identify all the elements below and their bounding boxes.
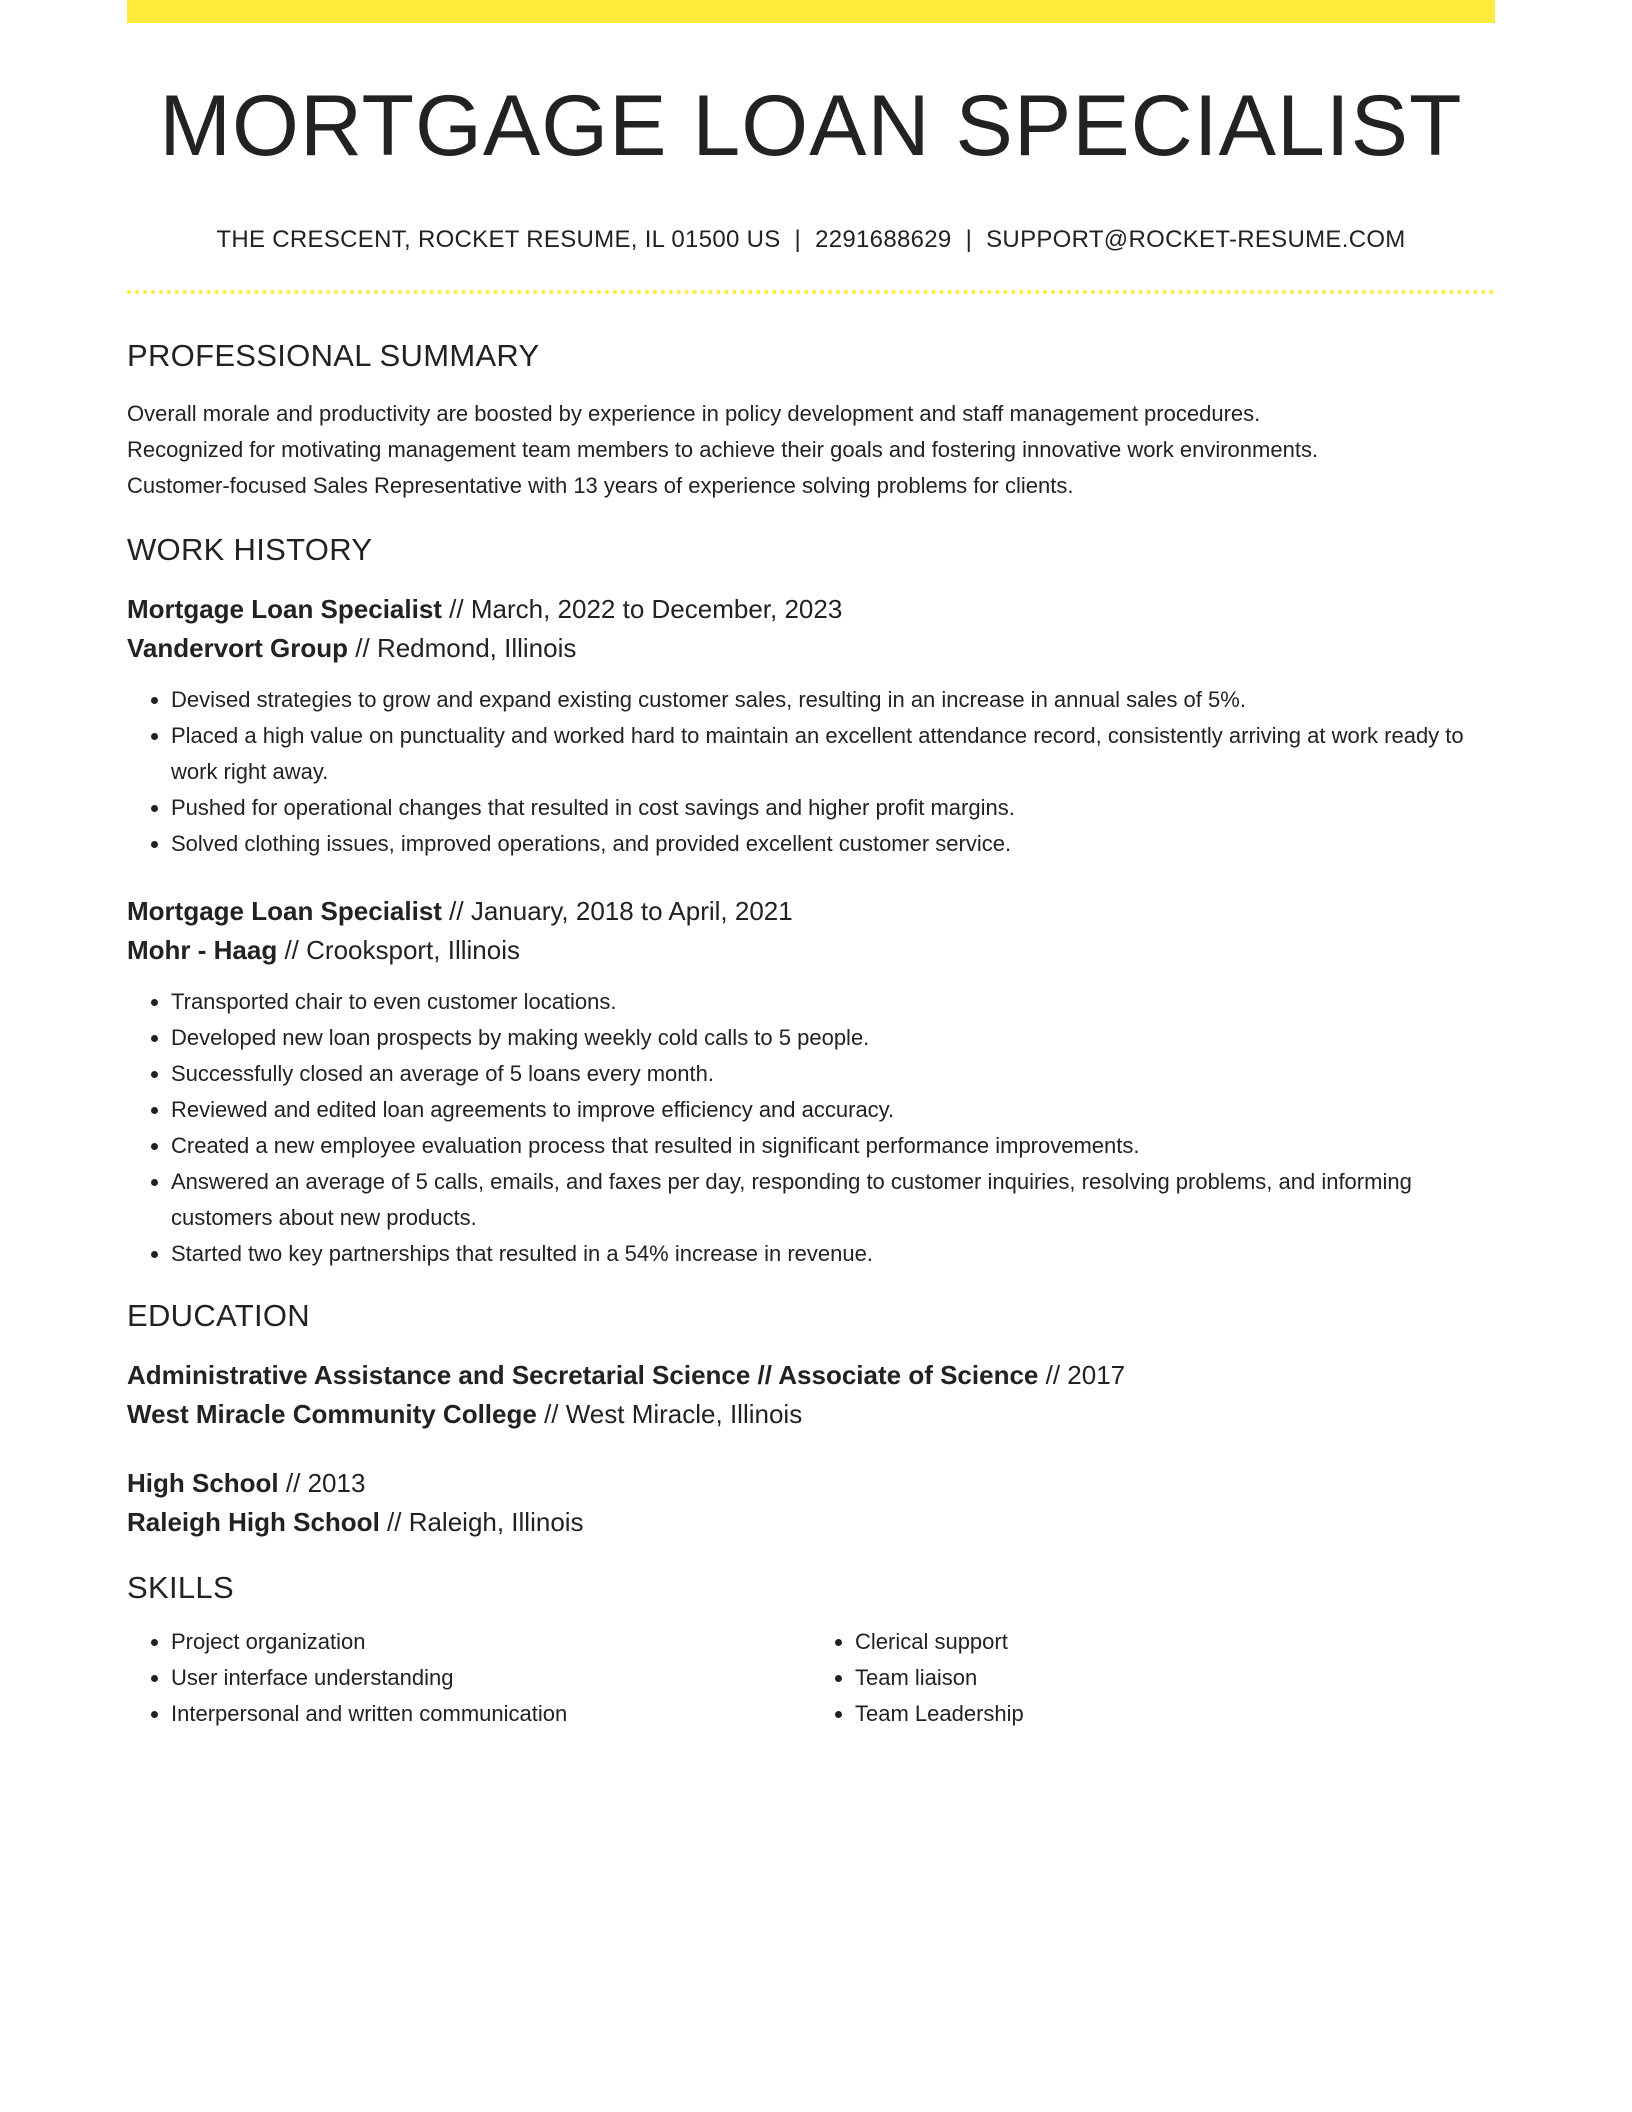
job-dates: // March, 2022 to December, 2023 (441, 593, 843, 624)
skills-list (811, 1624, 1495, 1732)
education-location: // West Miracle, Illinois (536, 1398, 803, 1429)
skill-item: • Project organization (171, 1624, 811, 1660)
job-title-line (127, 590, 1495, 629)
contact-line (127, 226, 1495, 254)
contact-separator: | (965, 225, 973, 253)
job-location: // Crooksport, Illinois (277, 934, 520, 965)
education-school-line (127, 1395, 1495, 1434)
job-title-line (127, 892, 1495, 931)
job-bullet: • Placed a high value on punctuality and worked hard to maintain an excellent attendance record, consistently arriving at work ready to work right away. (171, 718, 1495, 790)
job-company-line (127, 931, 1495, 970)
job-company: Vandervort Group (127, 632, 349, 663)
dotted-divider (127, 290, 1495, 294)
summary-line: Overall morale and productivity are boosted by experience in policy development and staff management procedures. (127, 400, 1261, 426)
job-bullet: • Pushed for operational changes that resulted in cost savings and higher profit margins. (171, 790, 1495, 826)
education-school: Raleigh High School (127, 1506, 380, 1537)
job-entry (127, 590, 1495, 862)
resume-page (127, 0, 1495, 1732)
job-role: Mortgage Loan Specialist (127, 895, 442, 926)
education-degree: Administrative Assistance and Secretarial Science // Associate of Science (127, 1359, 1039, 1390)
education-location: // Raleigh, Illinois (379, 1506, 584, 1537)
contact-separator: | (794, 225, 802, 253)
skills-column-left (127, 1624, 811, 1732)
job-location: // Redmond, Illinois (348, 632, 577, 663)
job-bullet: • Developed new loan prospects by making weekly cold calls to 5 people. (171, 1020, 1495, 1056)
skills-column-right (811, 1624, 1495, 1732)
skill-item: • User interface understanding (171, 1660, 811, 1696)
job-bullet: • Solved clothing issues, improved operations, and provided excellent customer service. (171, 826, 1495, 862)
education-school-line (127, 1503, 1495, 1542)
education-entry (127, 1356, 1495, 1434)
job-bullet: • Created a new employee evaluation process that resulted in significant performance improvements. (171, 1128, 1495, 1164)
contact-email: SUPPORT@ROCKET-RESUME.COM (986, 225, 1406, 253)
section-title-work-history: WORK HISTORY (127, 531, 373, 567)
section-title-summary: PROFESSIONAL SUMMARY (127, 337, 540, 373)
job-bullet-list (127, 984, 1495, 1272)
education-degree: High School (127, 1467, 279, 1498)
job-bullet: • Transported chair to even customer locations. (171, 984, 1495, 1020)
section-title-skills: SKILLS (127, 1569, 234, 1605)
job-bullet: • Devised strategies to grow and expand existing customer sales, resulting in an increase in annual sales of 5%. (171, 682, 1495, 718)
contact-address: THE CRESCENT, ROCKET RESUME, IL 01500 US (216, 225, 781, 253)
job-dates: // January, 2018 to April, 2021 (441, 895, 793, 926)
education-year: // 2017 (1038, 1359, 1126, 1390)
job-company: Mohr - Haag (127, 934, 278, 965)
summary-text (127, 396, 1495, 504)
job-bullet-list (127, 682, 1495, 862)
skills-grid (127, 1624, 1495, 1732)
skills-list (127, 1624, 811, 1732)
job-bullet: • Successfully closed an average of 5 loans every month. (171, 1056, 1495, 1092)
section-title-education: EDUCATION (127, 1297, 310, 1333)
summary-line: Recognized for motivating management team members to achieve their goals and fostering innovative work environments. (127, 436, 1319, 462)
job-role: Mortgage Loan Specialist (127, 593, 442, 624)
skill-item: • Clerical support (855, 1624, 1495, 1660)
summary-line: Customer-focused Sales Representative with 13 years of experience solving problems for clients. (127, 472, 1074, 498)
education-year: // 2013 (278, 1467, 366, 1498)
job-company-line (127, 629, 1495, 668)
skill-item: • Team liaison (855, 1660, 1495, 1696)
skill-item: • Team Leadership (855, 1696, 1495, 1732)
job-entry (127, 892, 1495, 1272)
skill-item: • Interpersonal and written communication (171, 1696, 811, 1732)
resume-name: MORTGAGE LOAN SPECIALIST (159, 78, 1463, 174)
education-school: West Miracle Community College (127, 1398, 537, 1429)
contact-phone: 2291688629 (815, 225, 952, 253)
accent-top-bar (127, 0, 1495, 23)
education-degree-line (127, 1356, 1495, 1395)
job-bullet: • Answered an average of 5 calls, emails, and faxes per day, responding to customer inquiries, resolving problems, and informing customers about new products. (171, 1164, 1495, 1236)
job-bullet: • Started two key partnerships that resulted in a 54% increase in revenue. (171, 1236, 1495, 1272)
education-degree-line (127, 1464, 1495, 1503)
education-entry (127, 1464, 1495, 1542)
job-bullet: • Reviewed and edited loan agreements to improve efficiency and accuracy. (171, 1092, 1495, 1128)
